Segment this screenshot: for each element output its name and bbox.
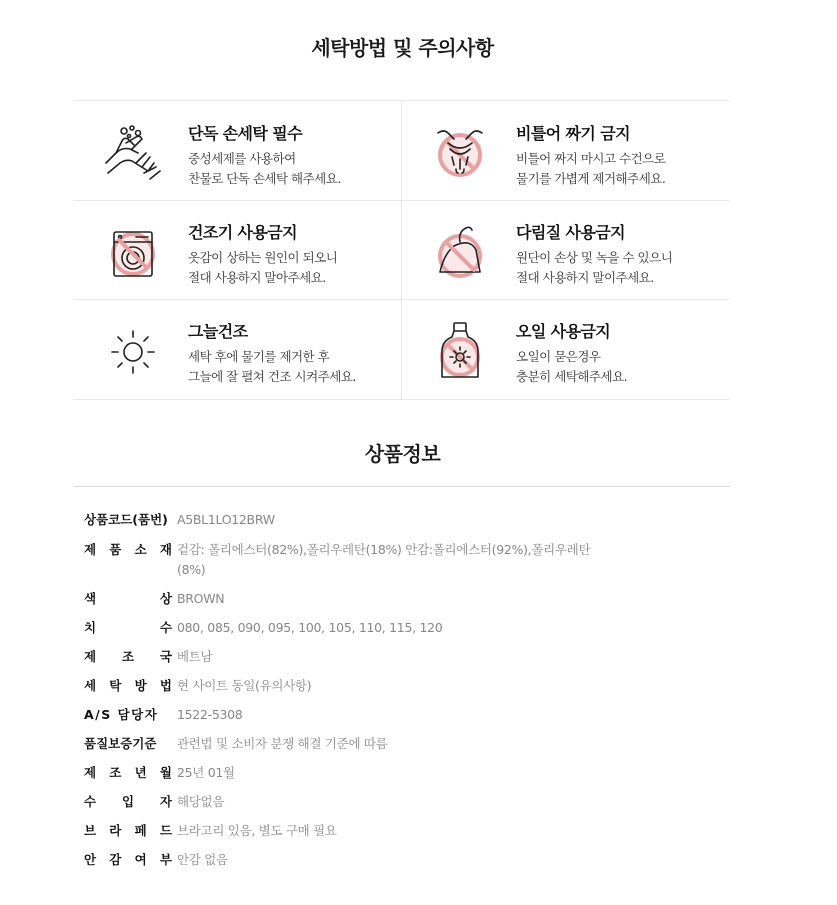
- care-item-line: 그늘에 잘 펼쳐 건조 시켜주세요.: [188, 369, 356, 384]
- product-info-value-line: 겉감: 폴리에스터(82%),폴리우레탄(18%) 안감:폴리에스터(92%),폴리우레탄: [177, 542, 591, 557]
- care-item-line: 옷감이 상하는 원인이 되오니: [188, 250, 338, 265]
- product-info-value-line: 브라고리 있음, 별도 구매 필요: [177, 823, 337, 838]
- product-info-title: 상품정보: [364, 442, 441, 466]
- care-item-line: 충분히 세탁해주세요.: [516, 369, 628, 384]
- product-info-label: 브 라 페 드: [84, 823, 172, 838]
- product-info-value: [177, 510, 617, 530]
- product-info-value: [177, 792, 617, 812]
- product-info-value-line: 관련법 및 소비자 분쟁 해결 기준에 따름: [177, 736, 388, 751]
- care-item-line: 절대 사용하지 말이주세요.: [516, 270, 654, 285]
- care-item-title: 건조기 사용금지: [188, 223, 297, 242]
- product-info-value-line: A5BL1LO12BRW: [177, 512, 275, 527]
- care-item-shade-dry: [74, 299, 401, 398]
- product-info-label: 수 입 자: [84, 794, 172, 809]
- care-item-no-dryer: [74, 200, 401, 299]
- product-info-value: [177, 763, 617, 783]
- product-info-value: [177, 821, 617, 841]
- care-item-title: 오일 사용금지: [516, 322, 611, 341]
- product-info-value-line: 080, 085, 090, 095, 100, 105, 110, 115, 120: [177, 620, 443, 635]
- product-info-label: 제 품 소 재: [84, 542, 172, 557]
- product-info-value: [177, 647, 617, 667]
- care-item-title: 그늘건조: [188, 322, 248, 341]
- no-iron-icon: [430, 222, 492, 284]
- product-info-label: 상품코드(품번): [84, 512, 168, 527]
- care-item-description: [516, 149, 726, 189]
- care-item-description: [188, 248, 398, 288]
- product-info-value: [177, 618, 617, 638]
- care-item-line: 물기를 가볍게 제거해주세요.: [516, 171, 666, 186]
- product-info-label: 색 상: [84, 591, 172, 606]
- product-info-label: 제 조 국: [84, 649, 172, 664]
- care-item-title: 단독 손세탁 필수: [188, 124, 302, 143]
- care-item-description: [516, 347, 726, 387]
- product-info-value-line: 베트남: [177, 649, 213, 664]
- care-item-line: 찬물로 단독 손세탁 해주세요.: [188, 171, 341, 186]
- product-info-value: [177, 850, 617, 870]
- product-info-value: [177, 589, 617, 609]
- product-info-label: A/S 담당자: [84, 707, 159, 722]
- care-item-line: 세탁 후에 물기를 제거한 후: [188, 349, 330, 364]
- product-info-value-line: (8%): [177, 562, 206, 577]
- care-item-no-wring: [402, 101, 729, 200]
- product-info-label: 품질보증기준: [84, 736, 157, 751]
- care-item-line: 오일이 묻은경우: [516, 349, 601, 364]
- care-item-line: 중성세제를 사용하여: [188, 151, 296, 166]
- care-item-no-iron: [402, 200, 729, 299]
- product-info-value-line: BROWN: [177, 591, 225, 606]
- product-info-value-line: 안감 없음: [177, 852, 228, 867]
- product-info-value: [177, 540, 617, 580]
- product-info-label: 제 조 년 월: [84, 765, 172, 780]
- care-instructions-grid: [74, 100, 730, 400]
- hand-wash-icon: [102, 123, 164, 185]
- care-item-no-oil: [402, 299, 729, 398]
- care-item-hand-wash: [74, 101, 401, 200]
- product-info-label: 치 수: [84, 620, 172, 635]
- care-item-description: [188, 149, 398, 189]
- no-dryer-icon: [102, 222, 164, 284]
- care-item-title: 다림질 사용금지: [516, 223, 625, 242]
- product-info-value: [177, 705, 617, 725]
- care-item-line: 원단이 손상 및 녹을 수 있으니: [516, 250, 673, 265]
- product-info-divider: [74, 486, 730, 487]
- shade-dry-icon: [102, 321, 164, 383]
- care-item-description: [188, 347, 398, 387]
- product-info-value-line: 해당없음: [177, 794, 225, 809]
- product-info-value-line: 현 사이트 동일(유의사항): [177, 678, 312, 693]
- no-oil-icon: [430, 321, 492, 383]
- care-item-line: 비틀어 짜지 마시고 수건으로: [516, 151, 666, 166]
- product-info-value: [177, 734, 617, 754]
- care-item-description: [516, 248, 726, 288]
- product-info-label: 세 탁 방 법: [84, 678, 172, 693]
- no-wring-icon: [430, 123, 492, 185]
- care-section-title: 세탁방법 및 주의사항: [311, 36, 494, 60]
- product-info-value-line: 1522-5308: [177, 707, 243, 722]
- care-item-line: 절대 사용하지 말아주세요.: [188, 270, 326, 285]
- product-info-value-line: 25년 01월: [177, 765, 235, 780]
- product-info-label: 안 감 여 부: [84, 852, 172, 867]
- care-item-title: 비틀어 짜기 금지: [516, 124, 630, 143]
- product-info-value: [177, 676, 617, 696]
